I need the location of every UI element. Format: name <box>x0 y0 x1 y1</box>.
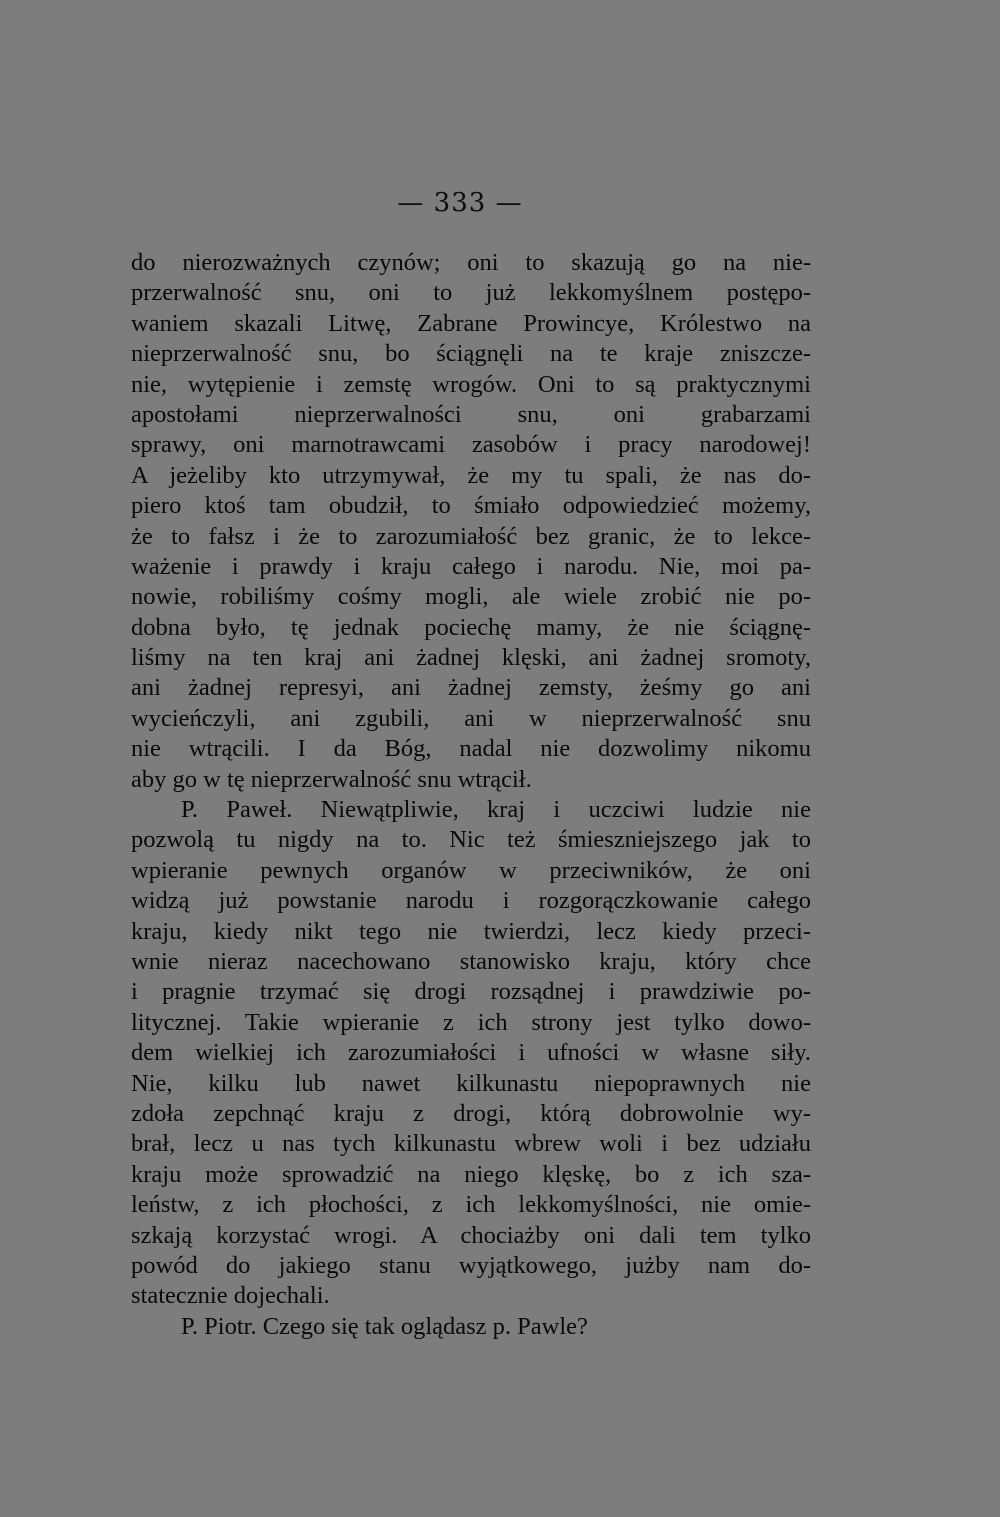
text-line: zdoła zepchnąć kraju z drogi, którą dobrowolnie wy- <box>131 1099 811 1127</box>
text-line: apostołami nieprzerwalności snu, oni grabarzami <box>131 400 811 428</box>
text-line: nie, wytępienie i zemstę wrogów. Oni to są praktycznymi <box>131 370 811 398</box>
text-line: ani żadnej represyi, ani żadnej zemsty, żeśmy go ani <box>131 674 811 702</box>
text-line: A jeżeliby kto utrzymywał, że my tu spali, że nas do- <box>131 461 811 489</box>
text-line: leństw, z ich płochości, z ich lekkomyślności, nie omie- <box>131 1191 811 1219</box>
text-line: widzą już powstanie narodu i rozgorączkowanie całego <box>131 887 811 915</box>
text-line: waniem skazali Litwę, Zabrane Prowincye, Królestwo na <box>131 309 811 337</box>
text-line: litycznej. Takie wpieranie z ich strony jest tylko dowo- <box>131 1008 811 1036</box>
body-text <box>131 248 811 1342</box>
text-line: wnie nieraz nacechowano stanowisko kraju, który chce <box>131 947 811 975</box>
page-number: — 333 — <box>397 188 523 218</box>
text-line: wycieńczyli, ani zgubili, ani w nieprzerwalność snu <box>131 704 811 732</box>
text-line: liśmy na ten kraj ani żadnej klęski, ani żadnej sromoty, <box>131 644 811 672</box>
text-line: P. Piotr. Czego się tak oglądasz p. Pawle? <box>181 1312 588 1340</box>
text-line: P. Paweł. Niewątpliwie, kraj i uczciwi ludzie nie <box>181 796 811 824</box>
text-line: pozwolą tu nigdy na to. Nic też śmieszniejszego jak to <box>131 826 811 854</box>
text-line: że to fałsz i że to zarozumiałość bez granic, że to lekce- <box>131 522 811 550</box>
text-line: kraju może sprowadzić na niego klęskę, bo z ich sza- <box>131 1160 811 1188</box>
text-line: sprawy, oni marnotrawcami zasobów i pracy narodowej! <box>131 431 811 459</box>
text-line: przerwalność snu, oni to już lekkomyślnem postępo- <box>131 279 811 307</box>
text-line: nie wtrącili. I da Bóg, nadal nie dozwolimy nikomu <box>131 735 811 763</box>
text-line: kraju, kiedy nikt tego nie twierdzi, lecz kiedy przeci- <box>131 917 811 945</box>
text-line: statecznie dojechali. <box>131 1282 330 1310</box>
text-line: dem wielkiej ich zarozumiałości i ufności w własne siły. <box>131 1039 811 1067</box>
text-line: nieprzerwalność snu, bo ściągnęli na te kraje zniszcze- <box>131 340 811 368</box>
text-line: Nie, kilku lub nawet kilkunastu niepoprawnych nie <box>131 1069 811 1097</box>
text-line: i pragnie trzymać się drogi rozsądnej i prawdziwie po- <box>131 978 811 1006</box>
text-line: nowie, robiliśmy cośmy mogli, ale wiele zrobić nie po- <box>131 583 811 611</box>
text-line: aby go w tę nieprzerwalność snu wtrącił. <box>131 765 532 793</box>
text-line: brał, lecz u nas tych kilkunastu wbrew woli i bez udziału <box>131 1130 811 1158</box>
text-line: piero ktoś tam obudził, to śmiało odpowiedzieć możemy, <box>131 492 811 520</box>
text-line: do nierozważnych czynów; oni to skazują go na nie- <box>131 249 811 276</box>
text-line: wpieranie pewnych organów w przeciwników, że oni <box>131 856 811 884</box>
text-line: ważenie i prawdy i kraju całego i narodu. Nie, moi pa- <box>131 552 811 580</box>
text-line: dobna było, tę jednak pociechę mamy, że nie ściągnę- <box>131 613 811 641</box>
text-line: szkają korzystać wrogi. A chociażby oni dali tem tylko <box>131 1221 811 1249</box>
text-line: powód do jakiego stanu wyjątkowego, jużby nam do- <box>131 1251 811 1279</box>
